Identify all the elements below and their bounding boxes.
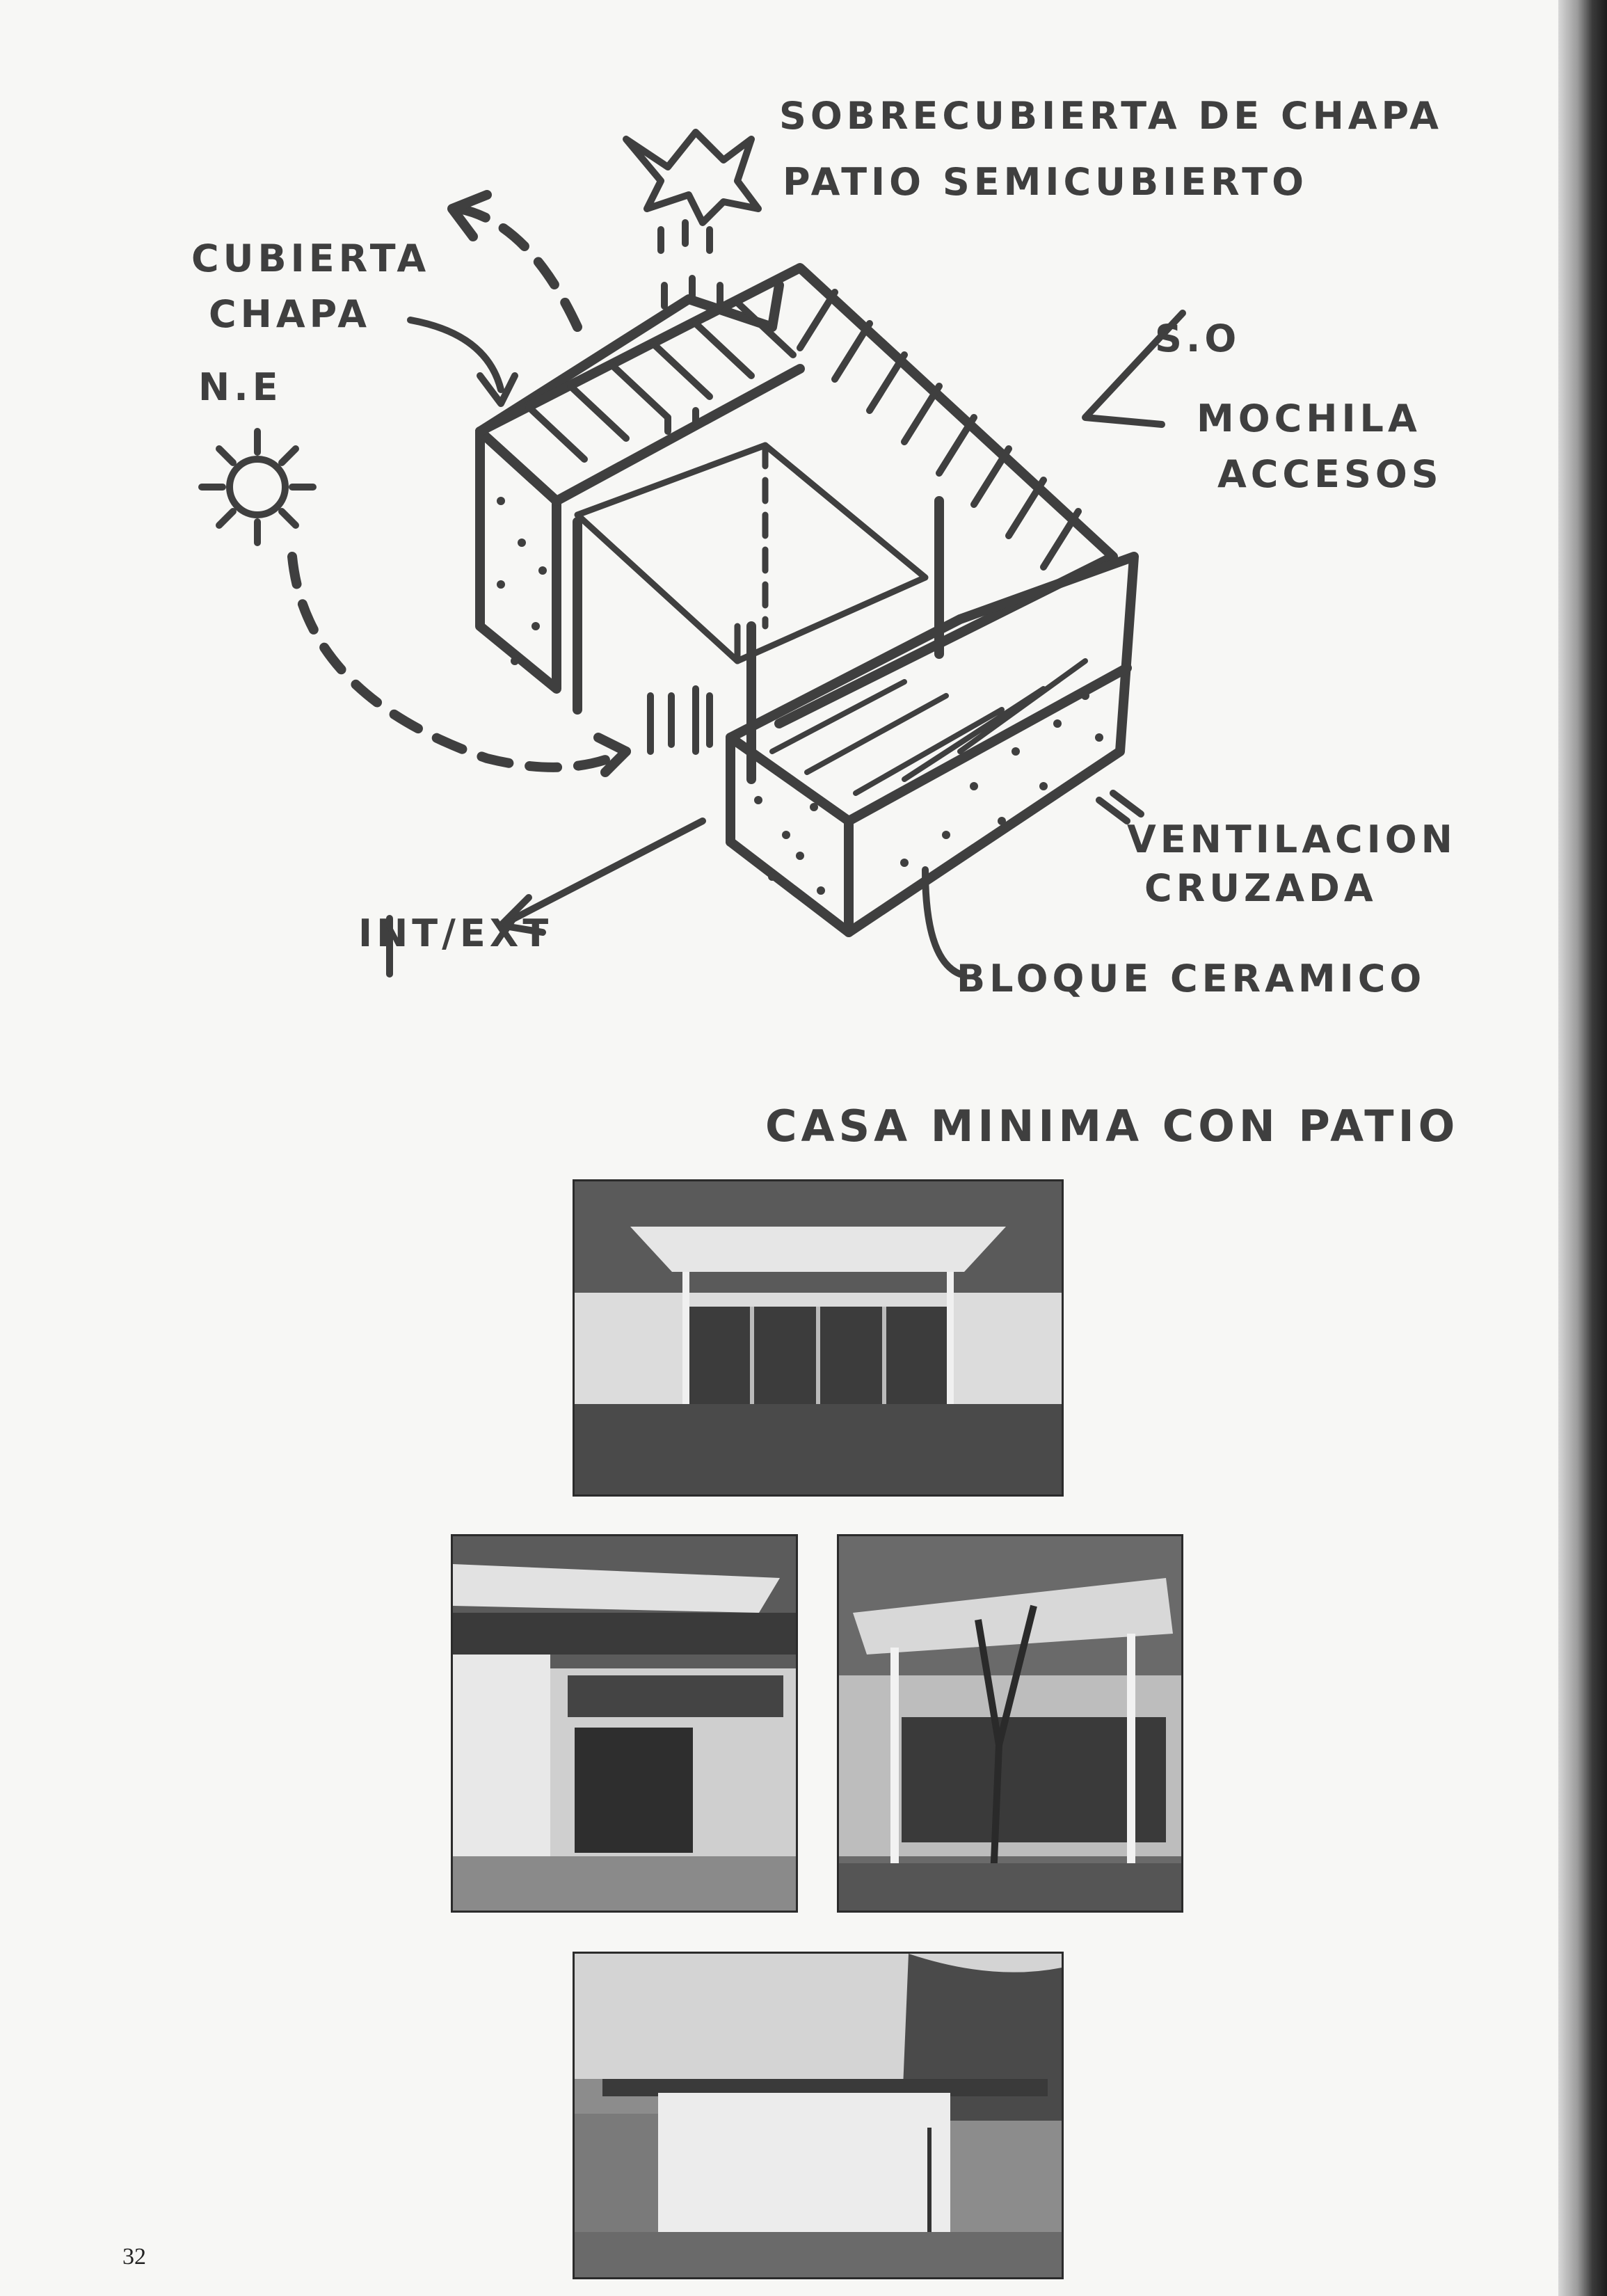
- label-mochila-1: MOCHILA: [1197, 397, 1421, 440]
- photo-house-corner: [451, 1534, 798, 1913]
- label-cubierta-1: CUBIERTA: [191, 237, 431, 280]
- axonometric-sketch: [0, 0, 1558, 1169]
- label-sobrecubierta: SOBRECUBIERTA DE CHAPA: [779, 94, 1443, 138]
- label-ventilacion-2: CRUZADA: [1144, 866, 1377, 910]
- label-int-ext: INT/EXT: [358, 911, 553, 955]
- label-ne: N.E: [198, 365, 282, 409]
- sketch-caption: CASA MINIMA CON PATIO: [765, 1101, 1460, 1151]
- label-cubierta-2: CHAPA: [209, 292, 371, 336]
- book-binding-edge: [1558, 0, 1607, 2296]
- label-patio-semicubierto: PATIO SEMICUBIERTO: [783, 160, 1308, 204]
- label-bloque-ceramico: BLOQUE CERAMICO: [957, 957, 1426, 1000]
- label-so: S.O: [1155, 317, 1241, 360]
- label-mochila-2: ACCESOS: [1217, 452, 1443, 496]
- photo-patio-canopy: [573, 1179, 1064, 1497]
- photo-house-side: [573, 1952, 1064, 2279]
- page-number: 32: [122, 2244, 146, 2270]
- label-ventilacion-1: VENTILACION: [1127, 818, 1457, 861]
- sketch-drawing: [0, 0, 1558, 1169]
- photo-canopy-tree: [837, 1534, 1183, 1913]
